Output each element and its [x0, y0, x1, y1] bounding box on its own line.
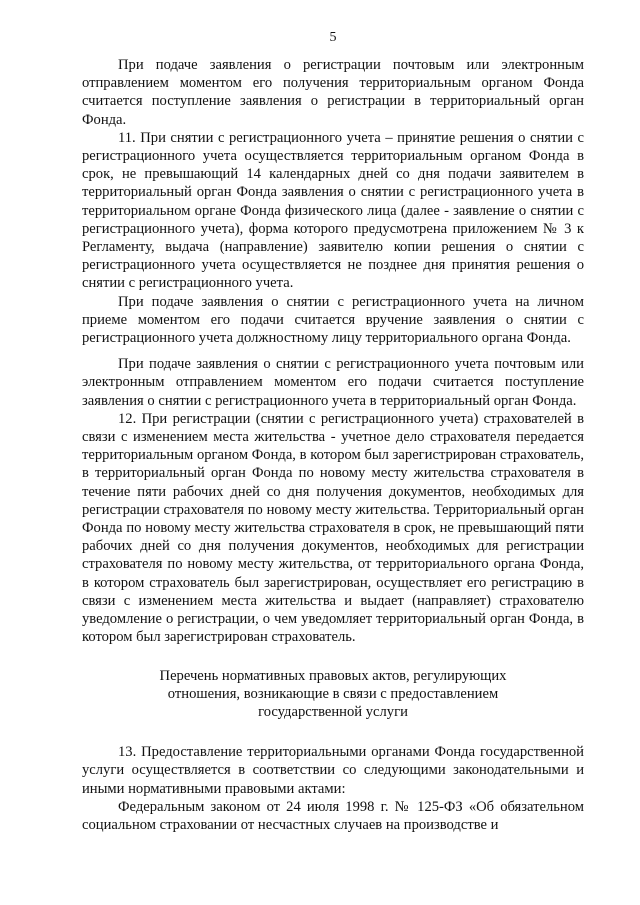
- page-number: 5: [329, 30, 337, 45]
- section-heading: [82, 667, 584, 722]
- paragraph-postal-deregistration: При подаче заявления о снятии с регистрационного учета почтовым или электронным отправлением моментом его подачи считается поступление заявления о снятии с регистрационного учета в территориальный орган Фонда.: [82, 356, 584, 409]
- paragraph-postal-registration: При подаче заявления о регистрации почтовым или электронным отправлением моментом его получения территориальным органом Фонда считается поступление заявления о регистрации в территориальный орган Фонда.: [82, 57, 584, 128]
- paragraph-13-legal-basis: 13. Предоставление территориальными органами Фонда государственной услуги осуществляется в соответствии со следующими законодательными и иными нормативными правовыми актами:: [82, 744, 584, 797]
- paragraph-12-relocation: 12. При регистрации (снятии с регистрационного учета) страхователей в связи с изменением места жительства - учетное дело страхователя передается территориальным органом Фонда, в котором был зарегистрирован страхователь, в территориальный орган Фонда по новому месту жительства страхователя в течение пяти рабочих дней со дня получения документов, необходимых для регистрации страхователя по новому месту жительства. Территориальный орган Фонда по новому месту жительства страхователя в срок, не превышающий пяти рабочих дней со дня получения документов, необходимых для регистрации страхователя по новому месту жительства, от территориального органа Фонда, в котором страхователь был зарегистрирован, осуществляет его регистрацию в связи с изменением места жительства и выдает (направляет) страхователю уведомление о регистрации, о чем уведомляет территориальный орган Фонда, в котором был зарегистрирован страхователь.: [82, 410, 584, 646]
- paragraph-gap: [82, 347, 584, 355]
- paragraph-11-deregistration: 11. При снятии с регистрационного учета – принятие решения о снятии с регистрационного учета осуществляется территориальным органом Фонда в срок, не превышающий 14 календарных дней со дня подачи заявителем в территориальный орган Фонда заявления о снятии с регистрационного учета в территориальном органе Фонда физического лица (далее - заявление о снятии с регистрационного учета), форма которого предусмотрена приложением № 3 к Регламенту, выдача (направление) заявителю копии решения о снятии с регистрационного учета осуществляется не позднее дня принятия решения о снятии с регистрационного учета.: [82, 129, 584, 292]
- section-heading-line: государственной услуги: [258, 703, 408, 720]
- section-heading-line: отношения, возникающие в связи с предоставлением: [167, 685, 499, 702]
- paragraph-personal-submission: При подаче заявления о снятии с регистрационного учета на личном приеме моментом его подачи считается вручение заявления о снятии с регистрационного учета должностному лицу территориального органа Фонда.: [82, 293, 584, 347]
- section-heading-line: Перечень нормативных правовых актов, регулирующих: [159, 667, 507, 684]
- document-page: [82, 30, 584, 834]
- paragraph-federal-law: Федеральным законом от 24 июля 1998 г. № 125-ФЗ «Об обязательном социальном страховании от несчастных случаев на производстве и: [82, 798, 584, 833]
